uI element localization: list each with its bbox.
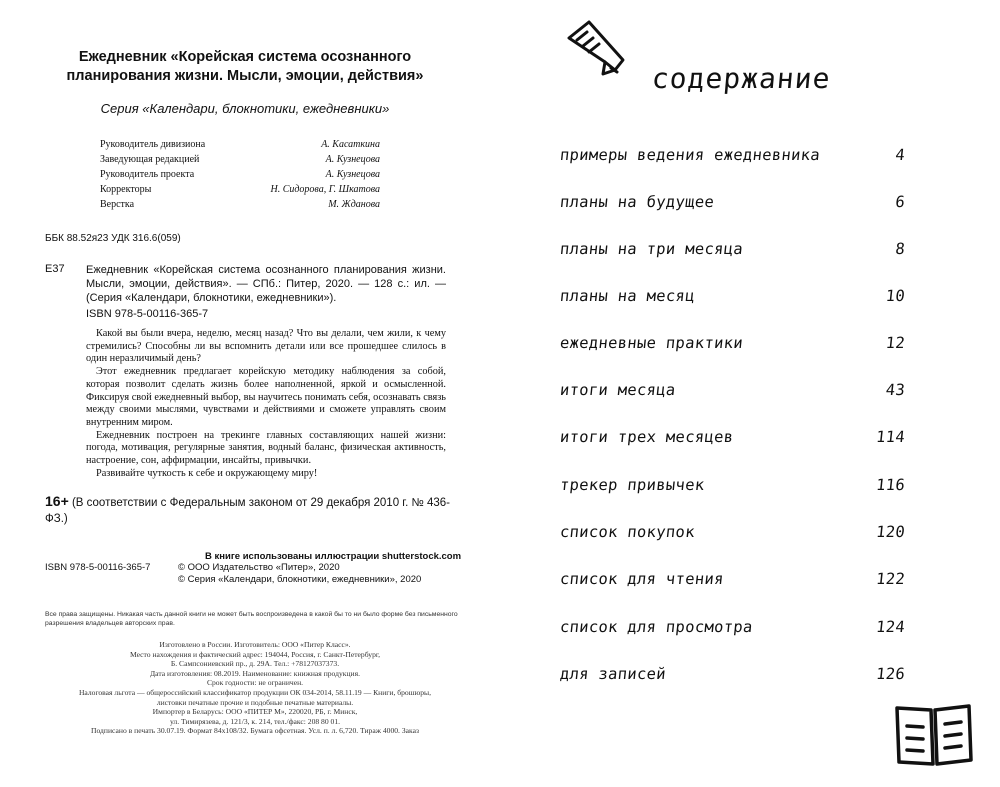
toc-item-label: итоги месяца bbox=[559, 381, 677, 399]
toc-item-page: 124 bbox=[875, 618, 906, 636]
age-law-note: (В соответствии с Федеральным законом от 29 декабря 2010 г. № 436-ФЗ.) bbox=[45, 497, 451, 525]
book-title: Ежедневник «Корейская система осознанного планирования жизни. Мысли, эмоции, действия» bbox=[66, 49, 424, 84]
toc-item[interactable] bbox=[559, 665, 906, 683]
imprint-line: Изготовлено в России. Изготовитель: ООО «Питер Класс». bbox=[159, 640, 351, 649]
imprint bbox=[45, 640, 465, 736]
toc-item[interactable] bbox=[559, 570, 906, 588]
age-mark: 16+ bbox=[45, 493, 69, 509]
open-book-icon bbox=[893, 700, 975, 770]
imprint-line: Подписано в печать 30.07.19. Формат 84х108/32. Бумага офсетная. Усл. п. л. 6,720. Тираж 4000. Заказ bbox=[91, 726, 419, 736]
annotation-paragraph: Этот ежедневник предлагает корейскую методику наблюдения за собой, которая позволит сделать жизнь более наполненной, яркой и осмысленной. Фиксируя свой ежедневный выбор, вы научитесь понимать себя, осознавать связь между своими мыслями, чувствами и действиями и сможете управлять своим внутренним миром. bbox=[86, 366, 446, 428]
toc-item-page: 43 bbox=[884, 381, 906, 399]
credit-row: Корректоры Н. Сидорова, Г. Шкатова bbox=[100, 184, 380, 195]
toc-item-label: планы на три месяца bbox=[559, 240, 744, 258]
imprint-line: Дата изготовления: 08.2019. Наименование: книжная продукция. bbox=[150, 668, 360, 678]
toc-item-label: примеры ведения ежедневника bbox=[559, 146, 822, 164]
toc-heading: содержание bbox=[650, 62, 833, 95]
author-mark: Е37 bbox=[45, 263, 65, 275]
toc-item[interactable] bbox=[559, 476, 906, 494]
toc-item[interactable] bbox=[559, 523, 906, 541]
toc-item-label: список покупок bbox=[559, 523, 696, 541]
annotation-paragraph: Ежедневник построен на трекинге главных составляющих нашей жизни: погода, мотивация, регулярные занятия, водный баланс, физическая активность, настроение, сон, аффирмации, инсайты, привычки. bbox=[86, 429, 446, 467]
imprint-line: Срок годности: не ограничен. bbox=[206, 678, 304, 688]
toc-item-label: для записей bbox=[559, 665, 667, 683]
toc-item-label: список для чтения bbox=[559, 570, 725, 588]
toc-item[interactable] bbox=[559, 193, 906, 211]
annotation-paragraph: Какой вы были вчера, неделю, месяц назад? Что вы делали, чем жили, к чему стремились? Способны ли вы вспомнить детали или все прошедшее слилось в один неразличимый день? bbox=[86, 328, 446, 365]
toc-item-page: 6 bbox=[894, 193, 906, 211]
toc-item[interactable] bbox=[559, 287, 906, 305]
toc-item[interactable] bbox=[559, 428, 906, 446]
toc-item-page: 120 bbox=[875, 523, 906, 541]
toc-item[interactable] bbox=[559, 146, 906, 164]
toc-item-page: 114 bbox=[875, 428, 906, 446]
imprint-line: листовки печатные прочие и подобные печатные материалы. bbox=[156, 697, 354, 707]
classification-codes: ББК 88.52я23 УДК 316.6(059) bbox=[45, 233, 181, 244]
pencil-icon bbox=[565, 18, 633, 76]
imprint-line: Место нахождения и фактический адрес: 194044, Россия, г. Санкт-Петербург, bbox=[129, 649, 381, 659]
isbn-footer: ISBN 978-5-00116-365-7 bbox=[45, 562, 151, 573]
toc-item-page: 126 bbox=[875, 665, 906, 683]
toc-item-page: 8 bbox=[894, 240, 906, 258]
annotation-paragraph: Развивайте чуткость к себе и окружающему миру! bbox=[96, 467, 318, 479]
toc-item[interactable] bbox=[559, 381, 906, 399]
copyright-line: © ООО Издательство «Питер», 2020 bbox=[178, 562, 340, 573]
toc-item-label: итоги трех месяцев bbox=[559, 428, 735, 446]
imprint-line: Налоговая льгота — общероссийский классификатор продукции ОК 034-2014, 58.11.19 — Книги, брошюры, bbox=[78, 687, 432, 697]
toc-item-page: 122 bbox=[875, 570, 906, 588]
toc-item-page: 10 bbox=[884, 287, 906, 305]
credit-row: Верстка М. Жданова bbox=[100, 199, 380, 210]
toc-item[interactable] bbox=[559, 240, 906, 258]
toc-item[interactable] bbox=[559, 618, 906, 636]
toc-item-label: трекер привычек bbox=[559, 476, 706, 494]
credits-list bbox=[100, 137, 380, 212]
isbn: ISBN 978-5-00116-365-7 bbox=[86, 308, 209, 320]
copyright-line: © Серия «Календари, блокнотики, ежедневники», 2020 bbox=[178, 574, 422, 585]
toc-item-page: 12 bbox=[884, 334, 906, 352]
credit-row: Заведующая редакцией А. Кузнецова bbox=[100, 154, 380, 165]
imprint-line: ул. Тимирязева, д. 121/3, к. 214, тел./факс: 208 80 01. bbox=[169, 716, 341, 726]
toc-item-page: 4 bbox=[894, 146, 906, 164]
toc-item-label: список для просмотра bbox=[559, 618, 754, 636]
age-rating bbox=[45, 493, 455, 527]
toc-item-label: ежедневные практики bbox=[559, 334, 744, 352]
annotation bbox=[86, 328, 446, 480]
credit-row: Руководитель проекта А. Кузнецова bbox=[100, 169, 380, 180]
series-title: Серия «Календари, блокнотики, ежедневники» bbox=[100, 101, 390, 116]
imprint-line: Импортер в Беларусь: ООО «ПИТЕР М», 220020, РБ, г. Минск, bbox=[152, 707, 358, 717]
rights-notice: Все права защищены. Никакая часть данной книги не может быть воспроизведена в какой бы то ни было форме без письменного разрешения владельцев авторских прав. bbox=[45, 611, 458, 627]
toc-item-label: планы на месяц bbox=[559, 287, 696, 305]
toc-item-label: планы на будущее bbox=[559, 193, 716, 211]
imprint-line: Б. Сампсониевский пр., д. 29А. Тел.: +78127037373. bbox=[170, 659, 340, 669]
illustrations-credit: В книге использованы иллюстрации shutterstock.com bbox=[205, 551, 462, 562]
toc-item-page: 116 bbox=[875, 476, 906, 494]
copyright-block bbox=[178, 562, 421, 586]
credit-row: Руководитель дивизиона А. Касаткина bbox=[100, 139, 380, 150]
toc-item[interactable] bbox=[559, 334, 906, 352]
bibliographic-record: Ежедневник «Корейская система осознанного планирования жизни. Мысли, эмоции, действия». — СПб.: Питер, 2020. — 128 с.: ил. — (Серия «Календари, блокнотики, ежедневники»). bbox=[86, 264, 446, 304]
